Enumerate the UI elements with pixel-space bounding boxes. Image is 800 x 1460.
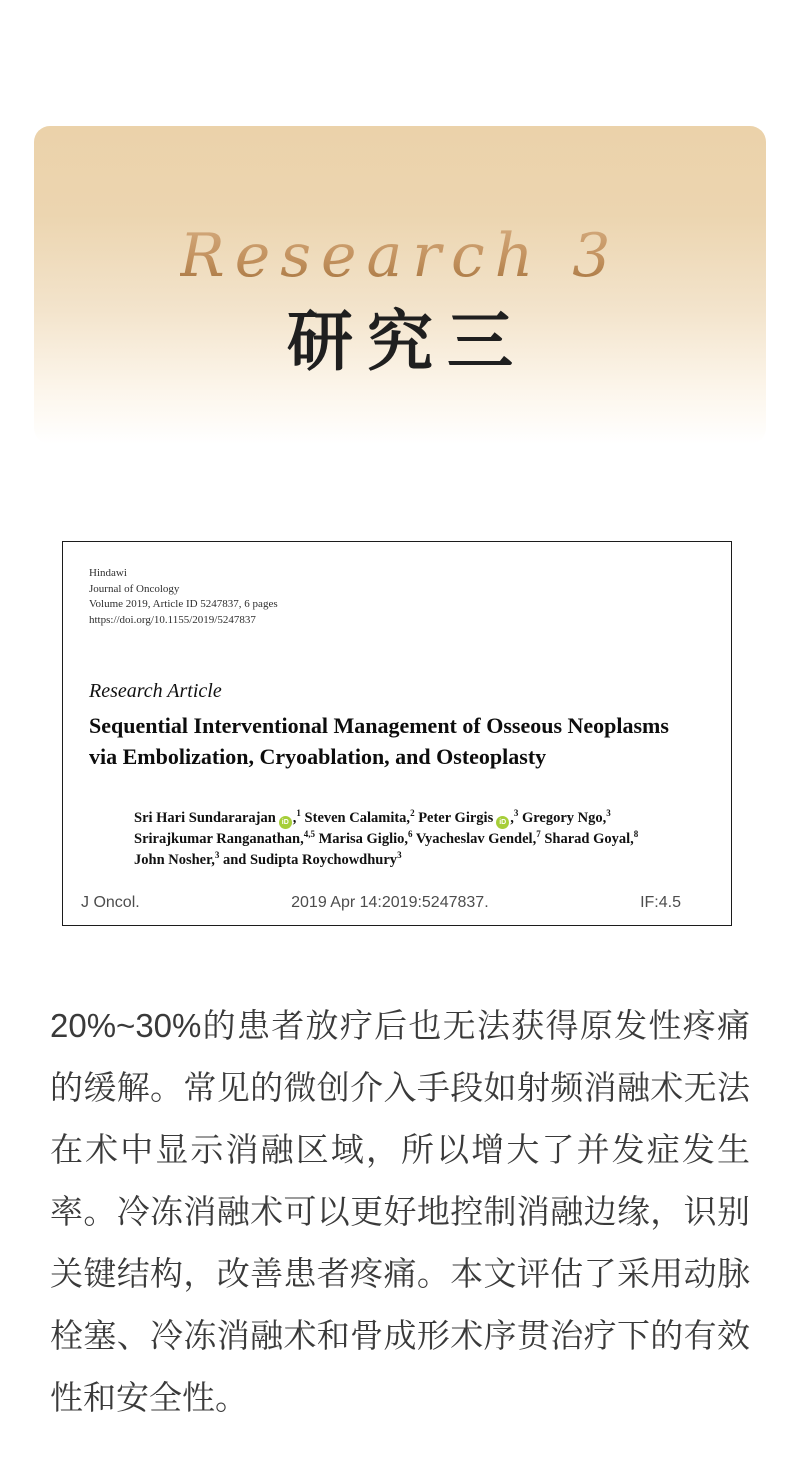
author-affiliation-superscript: 8 (633, 829, 639, 840)
journal-meta-line: Hindawi (89, 567, 127, 579)
author-affiliation-superscript: 3 (513, 808, 519, 819)
orcid-icon: iD (279, 816, 292, 829)
research-section-banner (34, 126, 766, 444)
author-affiliation-superscript: 2 (410, 808, 415, 819)
article-title (89, 710, 705, 772)
summary-line: 关键结构，改善患者疼痛。本文评估了采用动脉 (50, 1255, 750, 1292)
impact-factor: IF:4.5 (640, 894, 681, 911)
article-type-label: Research Article (89, 680, 222, 702)
journal-abbreviation: J Oncol. (81, 894, 140, 911)
summary-line: 在术中显示消融区域，所以增大了并发症发生 (50, 1131, 750, 1168)
article-title-line1: Sequential Interventional Management of Osseous Neoplasms (89, 713, 669, 738)
summary-line: 栓塞、冷冻消融术和骨成形术序贯治疗下的有效 (50, 1317, 750, 1354)
journal-meta-block (89, 566, 731, 628)
journal-meta-line: https://doi.org/10.1155/2019/5247837 (89, 613, 256, 626)
author-affiliation-superscript: 4,5 (303, 829, 315, 840)
article-title-line2: via Embolization, Cryoablation, and Osteoplasty (89, 744, 547, 769)
publication-info-row (63, 894, 731, 912)
banner-title-chinese: 研究三 (287, 306, 527, 379)
orcid-icon: iD (496, 816, 509, 829)
author-line: Srirajkumar Ranganathan,$^{4,5}$ Marisa Giglio,$^6$ Vyacheslav Gendel,$^7$ Sharad Goyal,$^8$ (134, 829, 639, 847)
author-affiliation-superscript: 1 (296, 808, 301, 819)
journal-meta-line: Volume 2019, Article ID 5247837, 6 pages (89, 598, 278, 610)
journal-meta-line: Journal of Oncology (89, 582, 180, 595)
citation-text: 2019 Apr 14:2019:5247837. (291, 894, 489, 911)
author-affiliation-superscript: 6 (408, 829, 413, 840)
summary-line: 性和安全性。 (50, 1379, 248, 1416)
summary-line: 率。冷冻消融术可以更好地控制消融边缘，识别 (50, 1193, 750, 1230)
summary-line: 20%~30%的患者放疗后也无法获得原发性疼痛 (50, 1007, 750, 1044)
banner-title-english: Research 3 (179, 221, 621, 291)
author-line: Sri Hari Sundararajan iD ,$^1$ Steven Calamita,$^2$ Peter Girgis iD ,$^3$ Gregory Ngo,$^3$ (134, 808, 705, 829)
authors-block (134, 808, 705, 871)
author-affiliation-superscript: 3 (606, 808, 611, 819)
author-affiliation-superscript: 7 (536, 829, 541, 840)
author-affiliation-superscript: 3 (214, 850, 220, 861)
summary-line: 的缓解。常见的微创介入手段如射频消融术无法 (50, 1069, 750, 1106)
author-line: John Nosher,$^3$ and Sudipta Roychowdhury$^3$ (134, 850, 402, 868)
journal-article-card (62, 541, 732, 926)
summary-paragraph (50, 995, 750, 1429)
author-affiliation-superscript: 3 (397, 850, 402, 861)
